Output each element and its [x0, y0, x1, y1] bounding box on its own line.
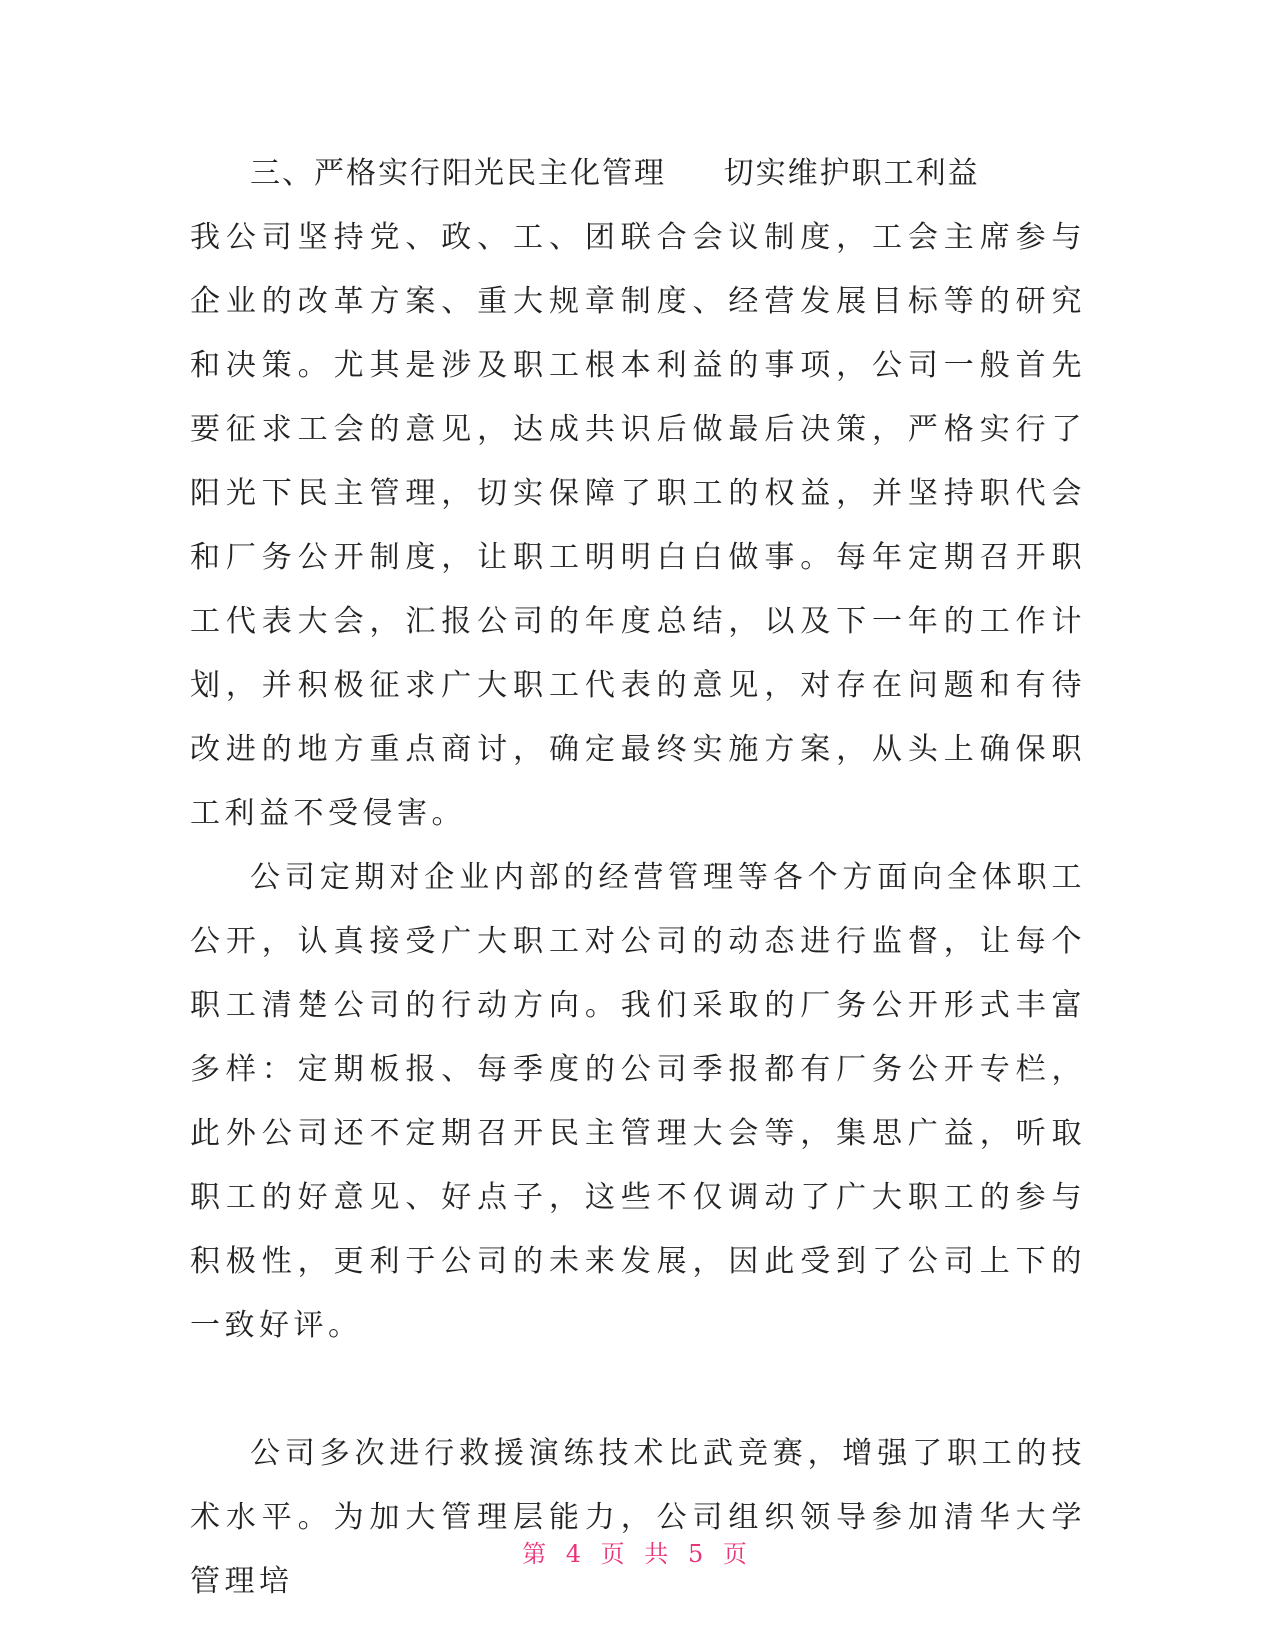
paragraph-2: 公司定期对企业内部的经营管理等各个方面向全体职工公开，认真接受广大职工对公司的动态进行监督，让每个职工清楚公司的行动方向。我们采取的厂务公开形式丰富多样：定期板报、每季度的公司季报都有厂务公开专栏，此外公司还不定期召开民主管理大会等，集思广益，听取职工的好意见、好点子，这些不仅调动了广大职工的参与积极性，更利于公司的未来发展，因此受到了公司上下的一致好评。 [190, 860, 1086, 1343]
paragraph-1: 我公司坚持党、政、工、团联合会议制度，工会主席参与企业的改革方案、重大规章制度、经营发展目标等的研究和决策。尤其是涉及职工根本利益的事项，公司一般首先要征求工会的意见，达成共识后做最后决策，严格实行了阳光下民主管理，切实保障了职工的权益，并坚持职代会和厂务公开制度，让职工明明白白做事。每年定期召开职工代表大会，汇报公司的年度总结，以及下一年的工作计划，并积极征求广大职工代表的意见，对存在问题和有待改进的地方重点商讨，确定最终实施方案，从头上确保职工利益不受侵害。 [190, 220, 1086, 831]
paragraph-3: 公司多次进行救援演练技术比武竞赛，增强了职工的技术水平。为加大管理层能力，公司组织领导参加清华大学管理培 [190, 1436, 1086, 1599]
section-heading: 三、严格实行阳光民主化管理 切实维护职工利益 [250, 156, 980, 191]
page-number-footer: 第 4 页 共 5 页 [522, 1540, 753, 1568]
paragraph-spacer [190, 1358, 1086, 1422]
document-body [190, 142, 1086, 1614]
